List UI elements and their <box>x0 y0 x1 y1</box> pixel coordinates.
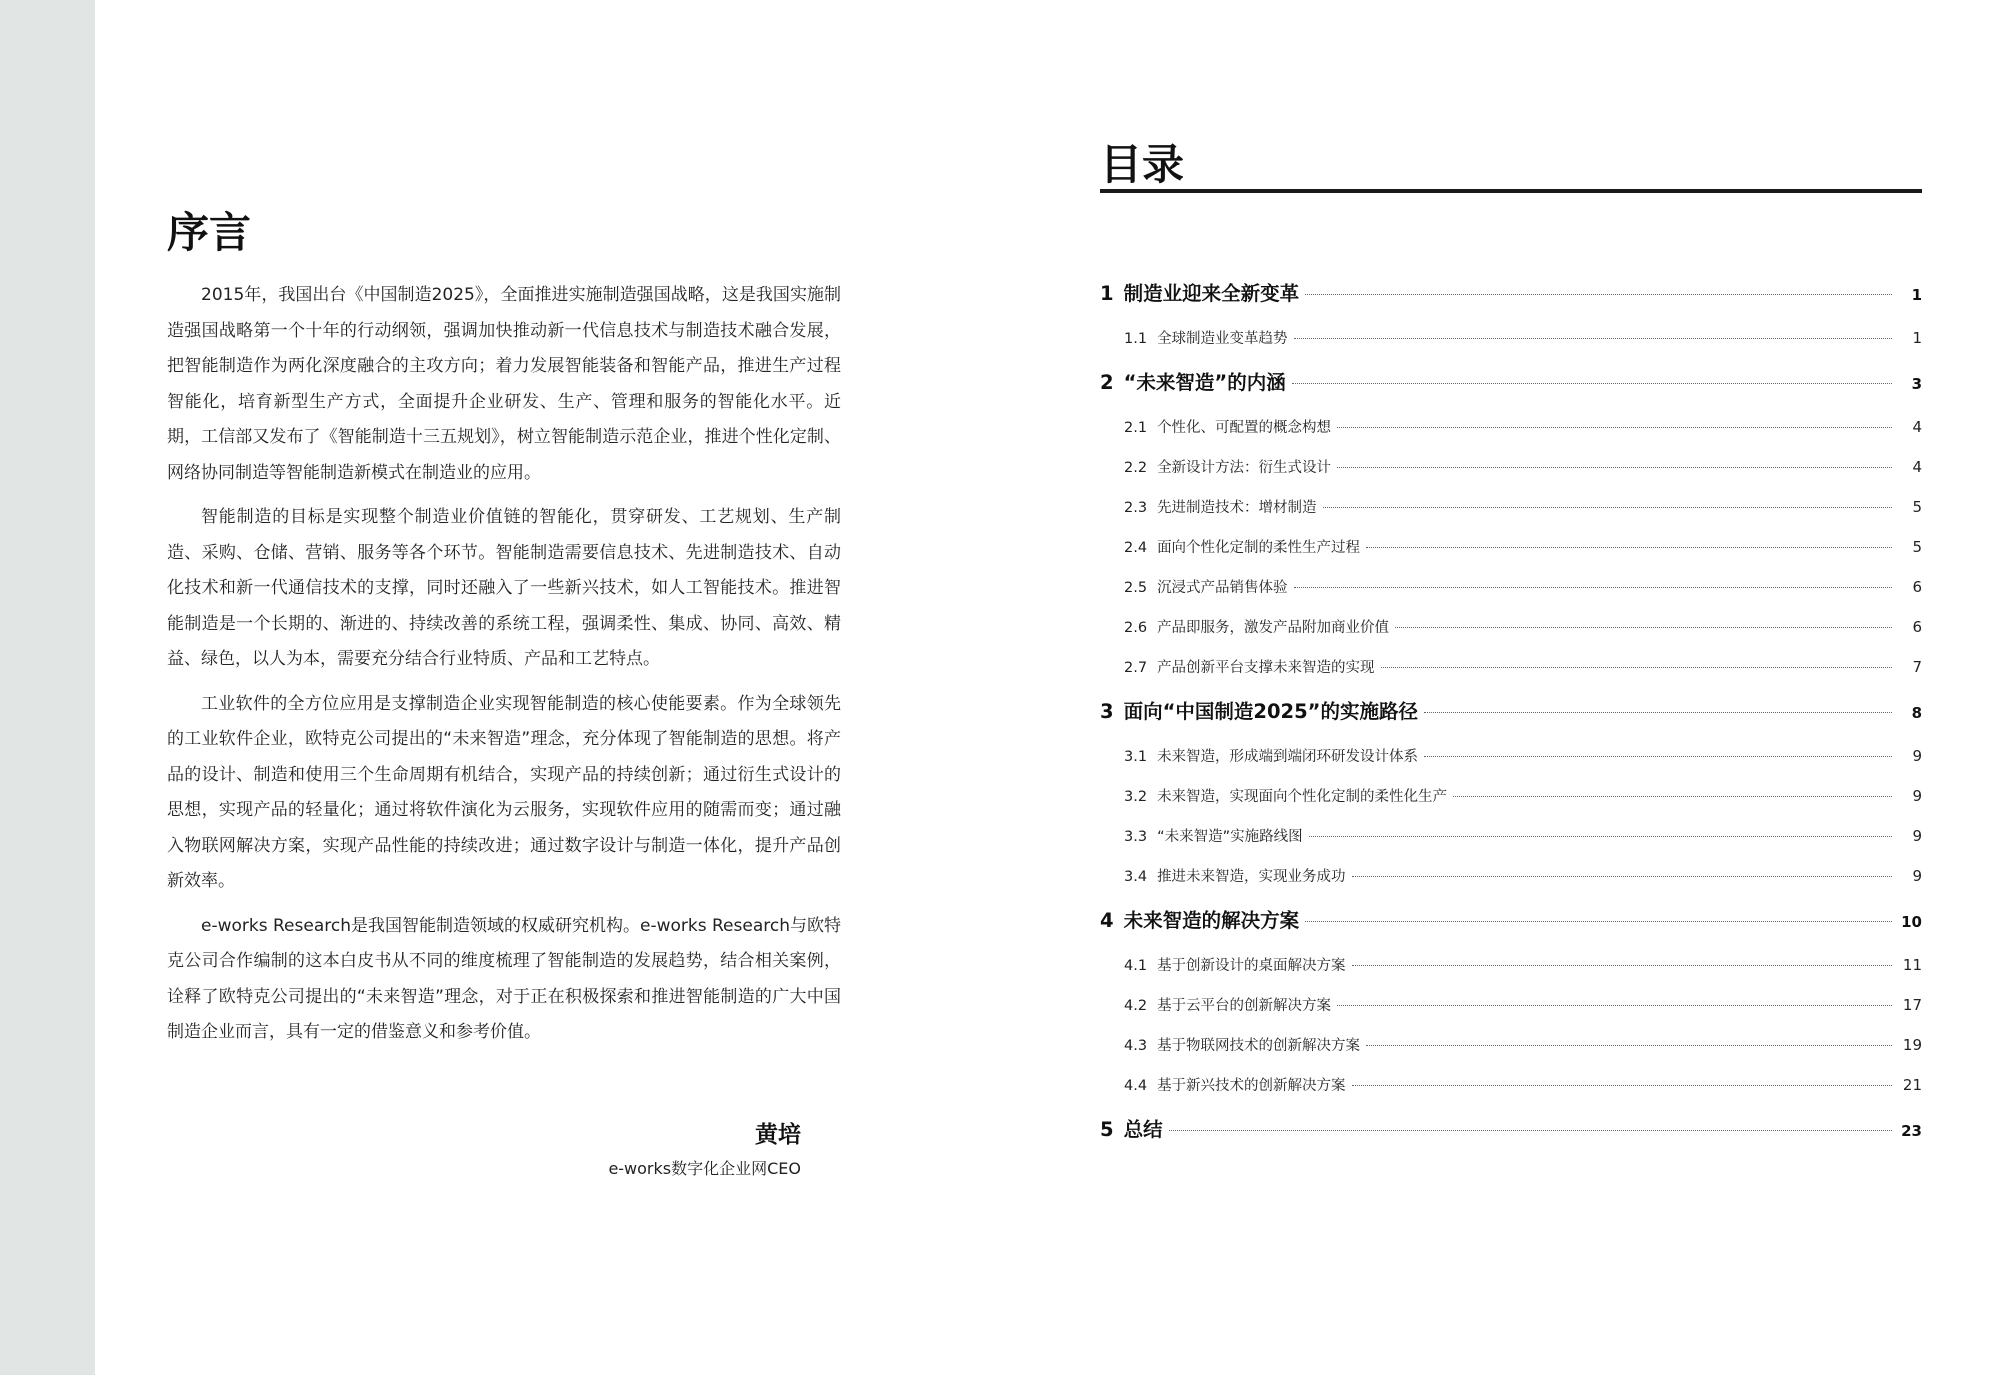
toc-dot-leader <box>1366 547 1892 548</box>
toc-page-number: 9 <box>1912 787 1922 805</box>
toc-section-entry[interactable] <box>1100 416 1922 456</box>
toc-entry-number: 2.6 <box>1124 620 1148 636</box>
toc-dot-leader <box>1352 1085 1892 1086</box>
toc-page-number: 8 <box>1911 704 1922 722</box>
toc-entry-title: 先进制造技术：增材制造 <box>1157 500 1317 516</box>
toc-title: 目录 <box>1100 140 1185 189</box>
toc-entry-number: 2.7 <box>1124 660 1148 676</box>
toc-dot-leader <box>1381 667 1892 668</box>
toc-chapter-entry[interactable] <box>1100 905 1922 954</box>
toc-entry-title: 沉浸式产品销售体验 <box>1157 580 1288 596</box>
toc-dot-leader <box>1323 507 1892 508</box>
toc-entry-title: 推进未来智造，实现业务成功 <box>1157 869 1346 885</box>
toc-entry-number: 3.3 <box>1124 829 1148 845</box>
toc-entry-number: 4 <box>1100 909 1114 932</box>
toc-dot-leader <box>1294 587 1892 588</box>
toc-dot-leader <box>1169 1130 1892 1131</box>
preface-paragraph: 智能制造的目标是实现整个制造业价值链的智能化，贯穿研发、工艺规划、生产制造、采购、仓储、营销、服务等各个环节。智能制造需要信息技术、先进制造技术、自动化技术和新一代通信技术的支撑，同时还融入了一些新兴技术，如人工智能技术。推进智能制造是一个长期的、渐进的、持续改善的系统工程，强调柔性、集成、协同、高效、精益、绿色，以人为本，需要充分结合行业特质、产品和工艺特点。 <box>167 507 841 669</box>
toc-dot-leader <box>1424 712 1892 713</box>
toc-page-number: 21 <box>1902 1076 1922 1094</box>
toc-entry-number: 3.2 <box>1124 789 1148 805</box>
toc-dot-leader <box>1366 1045 1892 1046</box>
toc-entry-title: 未来智造，实现面向个性化定制的柔性化生产 <box>1157 789 1448 805</box>
toc-entry-number: 5 <box>1100 1118 1114 1141</box>
toc-page-number: 6 <box>1912 578 1922 596</box>
toc-entry-number: 4.3 <box>1124 1038 1148 1054</box>
toc-entry-title: 面向“中国制造2025”的实施路径 <box>1123 700 1418 723</box>
toc-dot-leader <box>1337 1005 1892 1006</box>
toc-section-entry[interactable] <box>1100 496 1922 536</box>
toc-page-number: 3 <box>1911 375 1922 393</box>
toc-section-entry[interactable] <box>1100 954 1922 994</box>
toc-dot-leader <box>1337 427 1892 428</box>
toc-page-number: 9 <box>1912 867 1922 885</box>
toc-dot-leader <box>1453 796 1892 797</box>
toc-entry-number: 4.2 <box>1124 998 1148 1014</box>
toc-dot-leader <box>1352 876 1892 877</box>
toc-entry-title: 未来智造，形成端到端闭环研发设计体系 <box>1157 749 1419 765</box>
toc-section-entry[interactable] <box>1100 865 1922 905</box>
toc-section-entry[interactable] <box>1100 616 1922 656</box>
toc-chapter-entry[interactable] <box>1100 367 1922 416</box>
toc-entry-title: 产品即服务，激发产品附加商业价值 <box>1157 620 1390 636</box>
toc-entry-number: 4.4 <box>1124 1078 1148 1094</box>
toc-page-number: 9 <box>1912 747 1922 765</box>
toc-section-entry[interactable] <box>1100 1034 1922 1074</box>
toc-title-divider <box>1100 189 1922 193</box>
toc-dot-leader <box>1395 627 1892 628</box>
toc-page-number: 5 <box>1912 538 1922 556</box>
toc-page-number: 7 <box>1912 658 1922 676</box>
toc-entry-number: 3.4 <box>1124 869 1148 885</box>
toc-page-number: 1 <box>1911 286 1922 304</box>
preface-body <box>167 278 841 1060</box>
author-title: e-works数字化企业网CEO <box>608 1159 801 1178</box>
toc-page-number: 1 <box>1912 329 1922 347</box>
toc-entry-title: 全球制造业变革趋势 <box>1157 331 1288 347</box>
toc-chapter-entry[interactable] <box>1100 696 1922 745</box>
toc-entry-title: 基于物联网技术的创新解决方案 <box>1157 1038 1361 1054</box>
toc-dot-leader <box>1352 965 1892 966</box>
toc-section-entry[interactable] <box>1100 536 1922 576</box>
toc-entry-number: 2.4 <box>1124 540 1148 556</box>
toc-entry-number: 3.1 <box>1124 749 1148 765</box>
toc-page-number: 5 <box>1912 498 1922 516</box>
page-edge-strip <box>0 0 95 1375</box>
toc-entry-title: “未来智造”实施路线图 <box>1157 829 1303 845</box>
preface-paragraph: e-works Research是我国智能制造领域的权威研究机构。e-works Research与欧特克公司合作编制的这本白皮书从不同的维度梳理了智能制造的发展趋势，结合相关案例，诠释了欧特克公司提出的“未来智造”理念，对于正在积极探索和推进智能制造的广大中国制造企业而言，具有一定的借鉴意义和参考价值。 <box>167 915 841 1042</box>
toc-entry-number: 2.3 <box>1124 500 1148 516</box>
toc-entry-number: 3 <box>1100 700 1114 723</box>
toc-section-entry[interactable] <box>1100 825 1922 865</box>
toc-section-entry[interactable] <box>1100 656 1922 696</box>
toc-section-entry[interactable] <box>1100 576 1922 616</box>
toc-entry-title: 个性化、可配置的概念构想 <box>1157 420 1332 436</box>
toc-entry-title: 总结 <box>1123 1118 1163 1141</box>
toc-section-entry[interactable] <box>1100 327 1922 367</box>
toc-list <box>1100 278 1922 1163</box>
toc-entry-number: 1.1 <box>1124 331 1148 347</box>
toc-entry-title: 面向个性化定制的柔性生产过程 <box>1157 540 1361 556</box>
toc-entry-title: “未来智造”的内涵 <box>1123 371 1286 394</box>
toc-entry-title: 基于云平台的创新解决方案 <box>1157 998 1332 1014</box>
toc-page-number: 4 <box>1912 418 1922 436</box>
toc-entry-number: 1 <box>1100 282 1114 305</box>
toc-section-entry[interactable] <box>1100 745 1922 785</box>
toc-entry-number: 2 <box>1100 371 1114 394</box>
preface-paragraph: 2015年，我国出台《中国制造2025》，全面推进实施制造强国战略，这是我国实施制造强国战略第一个十年的行动纲领，强调加快推动新一代信息技术与制造技术融合发展，把智能制造作为两化深度融合的主攻方向；着力发展智能装备和智能产品，推进生产过程智能化，培育新型生产方式，全面提升企业研发、生产、管理和服务的智能化水平。近期，工信部又发布了《智能制造十三五规划》，树立智能制造示范企业，推进个性化定制、网络协同制造等智能制造新模式在制造业的应用。 <box>167 285 841 483</box>
toc-entry-title: 制造业迎来全新变革 <box>1123 282 1300 305</box>
toc-dot-leader <box>1305 294 1892 295</box>
toc-entry-title: 产品创新平台支撑未来智造的实现 <box>1157 660 1375 676</box>
toc-dot-leader <box>1337 467 1892 468</box>
toc-section-entry[interactable] <box>1100 785 1922 825</box>
toc-page-number: 10 <box>1901 913 1922 931</box>
toc-entry-number: 2.1 <box>1124 420 1148 436</box>
toc-dot-leader <box>1294 338 1892 339</box>
toc-page-number: 11 <box>1902 956 1922 974</box>
toc-section-entry[interactable] <box>1100 1074 1922 1114</box>
toc-page-number: 9 <box>1912 827 1922 845</box>
toc-dot-leader <box>1424 756 1892 757</box>
author-name: 黄培 <box>755 1122 801 1148</box>
toc-chapter-entry[interactable] <box>1100 278 1922 327</box>
toc-entry-title: 未来智造的解决方案 <box>1123 909 1300 932</box>
preface-paragraph: 工业软件的全方位应用是支撑制造企业实现智能制造的核心使能要素。作为全球领先的工业软件企业，欧特克公司提出的“未来智造”理念，充分体现了智能制造的思想。将产品的设计、制造和使用三个生命周期有机结合，实现产品的持续创新；通过衍生式设计的思想，实现产品的轻量化；通过将软件演化为云服务，实现软件应用的随需而变；通过融入物联网解决方案，实现产品性能的持续改进；通过数字设计与制造一体化，提升产品创新效率。 <box>167 693 841 891</box>
toc-dot-leader <box>1292 383 1892 384</box>
toc-dot-leader <box>1305 921 1892 922</box>
signature-block <box>608 1118 801 1182</box>
toc-entry-title: 基于创新设计的桌面解决方案 <box>1157 958 1346 974</box>
toc-entry-title: 基于新兴技术的创新解决方案 <box>1157 1078 1346 1094</box>
toc-entry-title: 全新设计方法：衍生式设计 <box>1157 460 1332 476</box>
toc-page-number: 6 <box>1912 618 1922 636</box>
toc-entry-number: 4.1 <box>1124 958 1148 974</box>
toc-page-number: 4 <box>1912 458 1922 476</box>
toc-section-entry[interactable] <box>1100 994 1922 1034</box>
toc-entry-number: 2.2 <box>1124 460 1148 476</box>
toc-page-number: 17 <box>1902 996 1922 1014</box>
toc-dot-leader <box>1309 836 1892 837</box>
toc-section-entry[interactable] <box>1100 456 1922 496</box>
toc-page-number: 23 <box>1901 1122 1922 1140</box>
toc-page-number: 19 <box>1902 1036 1922 1054</box>
toc-chapter-entry[interactable] <box>1100 1114 1922 1163</box>
preface-title: 序言 <box>167 208 252 257</box>
toc-entry-number: 2.5 <box>1124 580 1148 596</box>
